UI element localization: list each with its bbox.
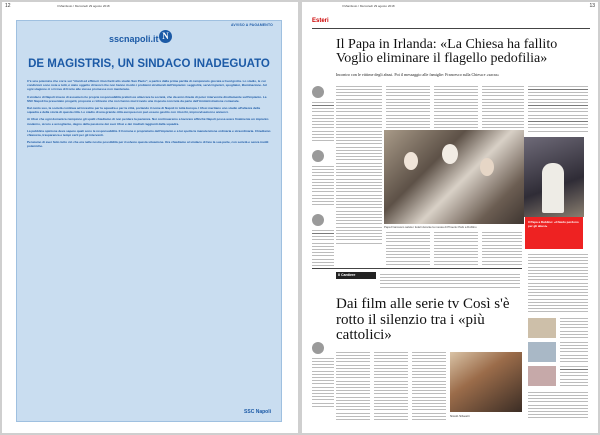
article-column bbox=[482, 232, 522, 266]
right-page bbox=[302, 2, 598, 433]
section-tag: Il Cantiere bbox=[336, 272, 376, 279]
article-column bbox=[386, 86, 430, 128]
article-column bbox=[434, 86, 478, 128]
page-number: 12 bbox=[5, 3, 11, 9]
author-avatar-icon bbox=[312, 342, 324, 354]
section-label: Esteri bbox=[312, 18, 329, 24]
running-head: Il Manifesto / Mercoledì 29 agosto 2018 bbox=[342, 4, 395, 8]
ad-signature: SSC Napoli bbox=[244, 409, 271, 415]
running-head: Il Manifesto / Mercoledì 29 agosto 2018 bbox=[57, 4, 110, 8]
tv-series-photo bbox=[450, 352, 522, 412]
sidebar-text bbox=[312, 358, 334, 408]
author-avatar-icon bbox=[312, 86, 324, 98]
sidebar-text bbox=[312, 230, 334, 270]
article-column bbox=[482, 86, 524, 128]
article-column bbox=[528, 86, 588, 134]
article-column bbox=[386, 232, 430, 266]
side-thumbnail bbox=[528, 366, 556, 386]
ad-paragraph: Il sindaco di Napoli invece di assumersi le proprie responsabilità preferisce attaccare la società, che da anni chiede di poter intervenire direttamente sull'impianto. La SSC Napoli ha presentato progetti, proposte e richieste che non hanno mai trovato una risposta concreta da parte dell'Amministrazione comunale. bbox=[27, 94, 267, 103]
club-badge-icon: N bbox=[159, 30, 172, 43]
photo-caption: Papa Francesco saluta i fedeli durante la messa di Phoenix Park a Dublino bbox=[384, 225, 477, 229]
article-column bbox=[336, 352, 370, 420]
ad-paragraph: La pubblica opinione deve sapere quali sono le responsabilità. Il Comune è proprietario dell'impianto e a lui spetta la manutenzione ordinaria e straordinaria. Chiediamo chiarezza, trasparenza e tempi certi per gli interventi. bbox=[27, 128, 271, 138]
article-column bbox=[336, 86, 382, 246]
highlight-caption: Il Papa a Dublino: «Chiedo perdono per gli abusi» bbox=[528, 220, 579, 228]
author-name: Nicolò Silvestri bbox=[450, 414, 470, 418]
advertisement bbox=[16, 20, 282, 422]
quote-icon bbox=[312, 150, 324, 162]
main-headline: Il Papa in Irlanda: «La Chiesa ha fallito Voglio eliminare il flagello pedofilia» bbox=[336, 37, 558, 66]
section-rule bbox=[312, 268, 522, 269]
main-subhead: Incontro con le vittime degli abusi. Poi il messaggio alle famiglie: Francesco sulla Chiesa e «sacra» bbox=[336, 72, 500, 77]
highlight-box bbox=[525, 217, 583, 249]
side-column-text bbox=[528, 254, 588, 314]
ad-logo: sscnapoli.it bbox=[109, 34, 159, 44]
ad-paragraph: Ai tifosi che ogni domenica riempiono gli spalti chiediamo di non perdere la pazienza. Noi continueremo a lavorare affinché Napoli possa avere finalmente un impianto moderno, sicuro e accogliente, degno della passione dei suoi tifosi e dei risultati raggiunti dalla squadra. bbox=[27, 117, 269, 126]
kicker-text bbox=[380, 274, 520, 288]
main-photo bbox=[384, 130, 524, 224]
ad-body bbox=[27, 79, 271, 152]
sidebar-text bbox=[312, 102, 334, 142]
ad-paragraph: Dal canto suo, la società continua ad investire per la squadra e per la città, portando il nome di Napoli in tutta Europa. I tifosi meritano uno stadio all'altezza della squadra e della storia di questa città. Lo stadio di una grande città europea non può essere gestito con ritocchi, improvvisazioni e annunci. bbox=[27, 106, 261, 115]
side-column-text bbox=[560, 366, 588, 386]
side-thumbnail bbox=[528, 318, 556, 338]
side-thumbnail bbox=[528, 342, 556, 362]
sidebar-text bbox=[312, 166, 334, 206]
article-column bbox=[412, 352, 446, 420]
page-number: 13 bbox=[589, 3, 595, 9]
article-column bbox=[374, 352, 408, 420]
ad-paragraph: Pensiamo di aver fatto tutto ciò che era nelle nostre possibilità per risolvere questa situazione. Ora chiediamo al sindaco di fare la sua parte, con serietà e senza inutili polemiche. bbox=[27, 140, 269, 149]
left-page bbox=[2, 2, 298, 433]
pope-photo bbox=[524, 137, 584, 217]
side-column-text bbox=[528, 392, 588, 420]
side-column-text bbox=[560, 342, 588, 362]
quote-icon bbox=[312, 214, 324, 226]
ad-paragraph: C'è una polemica che corre sui "ritardi ed effimeri ritocchetti allo stadio San Paolo", a partire dalla prima partita di campionato giocata a Fuorigrotta. Lo stadio, le cui condizioni sono note a tutti, è stato oggetto di lavori che non hanno risolto i problemi strutturali dell'impianto: seggiolini, servizi igienici, spogliatoi, illuminazione. Ad ogni stagione ci si trova di fronte alle stesse promesse non mantenute. bbox=[27, 79, 267, 92]
ad-headline: DE MAGISTRIS, UN SINDACO INADEGUATO bbox=[28, 58, 270, 70]
ad-tag: AVVISO A PAGAMENTO bbox=[231, 23, 273, 27]
side-column-text bbox=[560, 318, 588, 338]
second-headline: Dai film alle serie tv Così s'è rotto il silenzio tra i «più cattolici» bbox=[336, 296, 510, 343]
article-column bbox=[434, 232, 478, 266]
section-rule bbox=[312, 28, 590, 29]
